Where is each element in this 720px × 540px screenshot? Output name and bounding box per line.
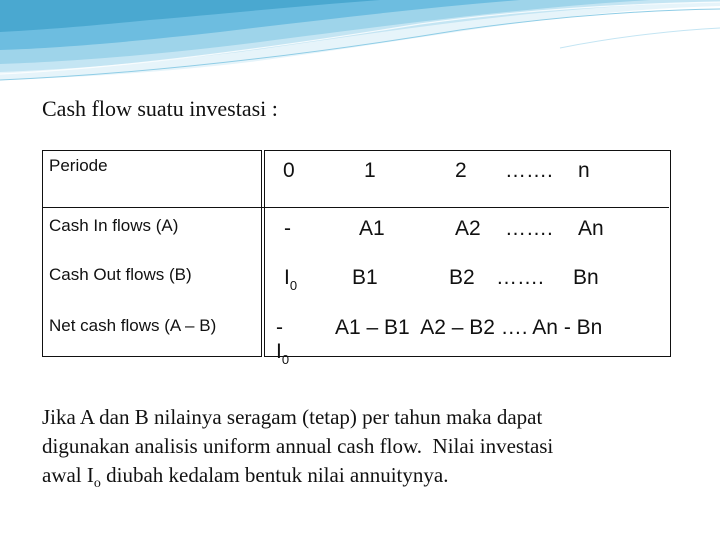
cash-in-1: A1 xyxy=(359,217,385,240)
description-paragraph xyxy=(42,403,682,498)
row-label-net: Net cash flows (A – B) xyxy=(49,316,217,335)
cash-out-0-base: I xyxy=(284,266,290,289)
cash-out-0 xyxy=(284,266,297,293)
cash-out-ellipsis: ……. xyxy=(496,266,550,289)
cash-in-ellipsis: ……. xyxy=(505,217,559,240)
net-expression: A1 – B1 A2 – B2 …. An - Bn xyxy=(335,316,603,339)
header-wave-decoration xyxy=(0,0,720,90)
cash-out-n: Bn xyxy=(573,266,599,289)
cash-out-2: B2 xyxy=(449,266,475,289)
slide-title: Cash flow suatu investasi : xyxy=(42,96,278,121)
period-2: 2 xyxy=(455,159,467,182)
cash-out-1: B1 xyxy=(352,266,378,289)
period-ellipsis: ……. xyxy=(505,159,559,182)
paragraph-line-3 xyxy=(42,461,682,498)
paragraph-line-1: Jika A dan B nilainya seragam (tetap) per tahun maka dapat xyxy=(42,405,543,429)
paragraph-line-3-pre: awal I xyxy=(42,463,94,487)
period-1: 1 xyxy=(364,159,376,182)
cash-out-0-sub: 0 xyxy=(289,278,298,293)
row-label-periode: Periode xyxy=(49,156,108,175)
paragraph-line-3-post: diubah kedalam bentuk nilai annuitynya. xyxy=(100,463,449,487)
table-divider xyxy=(42,207,669,208)
cash-in-0: - xyxy=(284,217,291,240)
cash-in-n: An xyxy=(578,217,604,240)
paragraph-line-2: digunakan analisis uniform annual cash flow. Nilai investasi xyxy=(42,434,554,458)
cash-in-2: A2 xyxy=(455,217,481,240)
net-0-sub: 0 xyxy=(281,352,290,367)
period-n: n xyxy=(578,159,590,182)
row-label-cash-in: Cash In flows (A) xyxy=(49,216,179,235)
net-0-base: -I xyxy=(276,316,283,363)
paragraph-line-3-sub: o xyxy=(93,476,101,491)
period-0: 0 xyxy=(283,159,295,182)
row-label-cash-out: Cash Out flows (B) xyxy=(49,265,192,284)
net-0 xyxy=(276,316,289,367)
